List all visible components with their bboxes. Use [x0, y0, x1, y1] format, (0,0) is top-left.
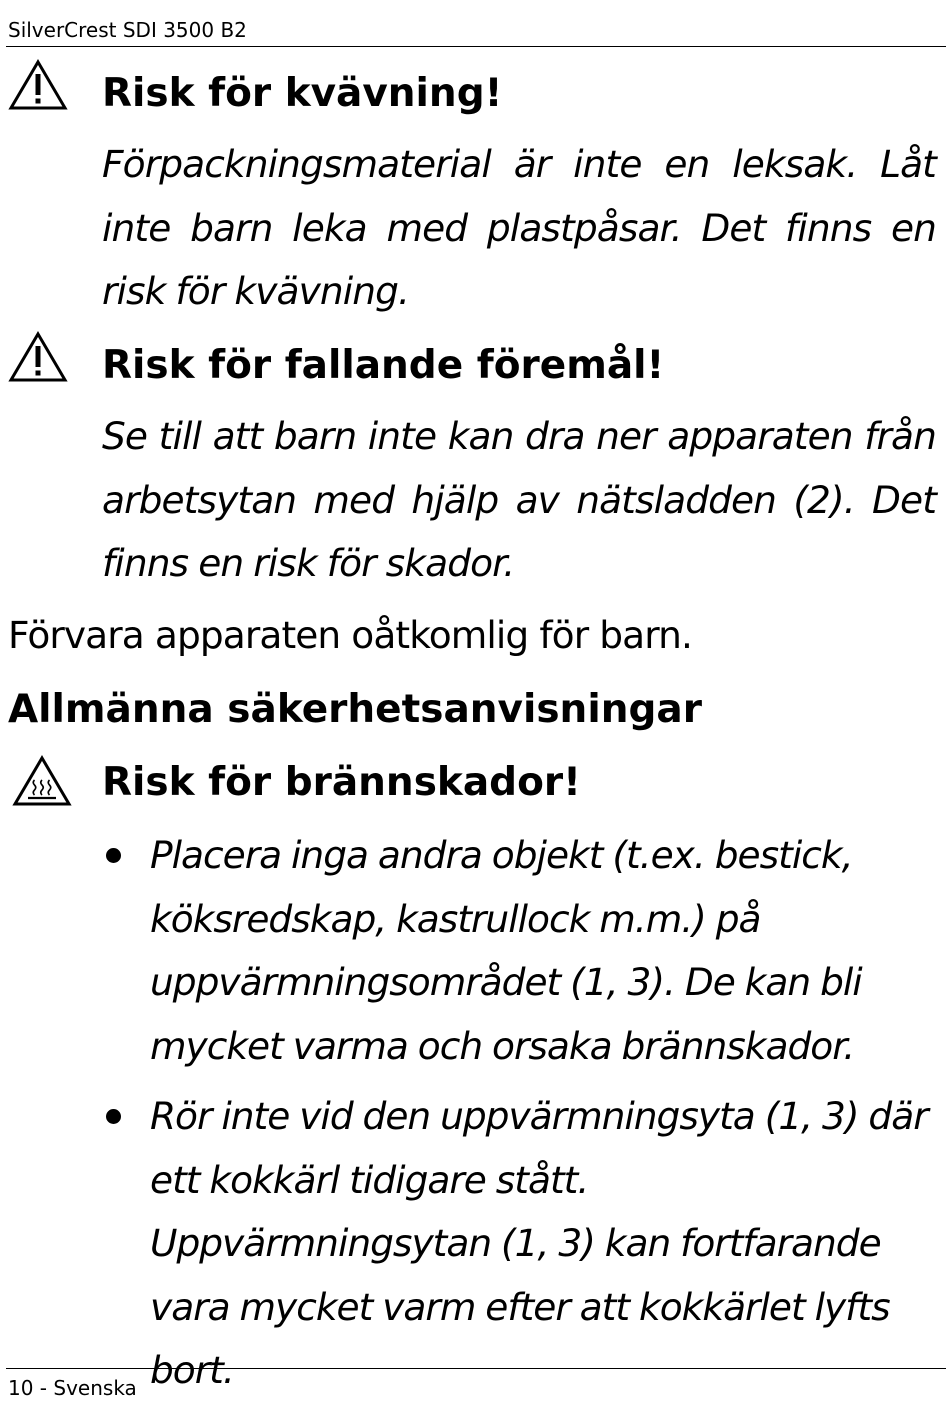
bullet-icon	[106, 1109, 121, 1124]
section-title: Allmänna säkerhetsanvisningar	[8, 687, 702, 732]
header-rule	[6, 46, 946, 47]
hot-surface-icon	[12, 754, 72, 808]
warning-triangle-icon	[8, 58, 68, 112]
bullet-text: Rör inte vid den uppvärmningsyta (1, 3) där ett kokkärl tidigare stått. Uppvärmningsytan (1, 3) kan fortfarande vara mycket varm efter att kokkärlet lyfts bort.	[150, 1094, 928, 1392]
warning-title-burns: Risk för brännskador!	[102, 760, 581, 805]
page-header: SilverCrest SDI 3500 B2	[8, 18, 247, 42]
footer-rule	[6, 1368, 946, 1369]
page-footer: 10 - Svenska	[8, 1376, 137, 1400]
warning-text-falling-objects: Se till att barn inte kan dra ner apparaten från arbetsytan med hjälp av nätsladden (2). Det finns en risk för skador.	[102, 414, 936, 585]
list-item	[100, 824, 935, 1078]
warning-title-falling-objects: Risk för fallande föremål!	[102, 343, 665, 388]
bullet-icon	[106, 848, 121, 863]
list-item	[100, 1085, 935, 1403]
burn-warning-list	[100, 824, 935, 1403]
storage-note: Förvara apparaten oåtkomlig för barn.	[8, 613, 692, 657]
warning-title-suffocation: Risk för kvävning!	[102, 71, 503, 116]
bullet-text: Placera inga andra objekt (t.ex. bestick, köksredskap, kastrullock m.m.) på uppvärmningsområdet (1, 3). De kan bli mycket varma och orsaka brännskador.	[150, 833, 862, 1068]
warning-triangle-icon	[8, 330, 68, 384]
warning-text-suffocation: Förpackningsmaterial är inte en leksak. Låt inte barn leka med plastpåsar. Det finns en risk för kvävning.	[102, 142, 936, 313]
